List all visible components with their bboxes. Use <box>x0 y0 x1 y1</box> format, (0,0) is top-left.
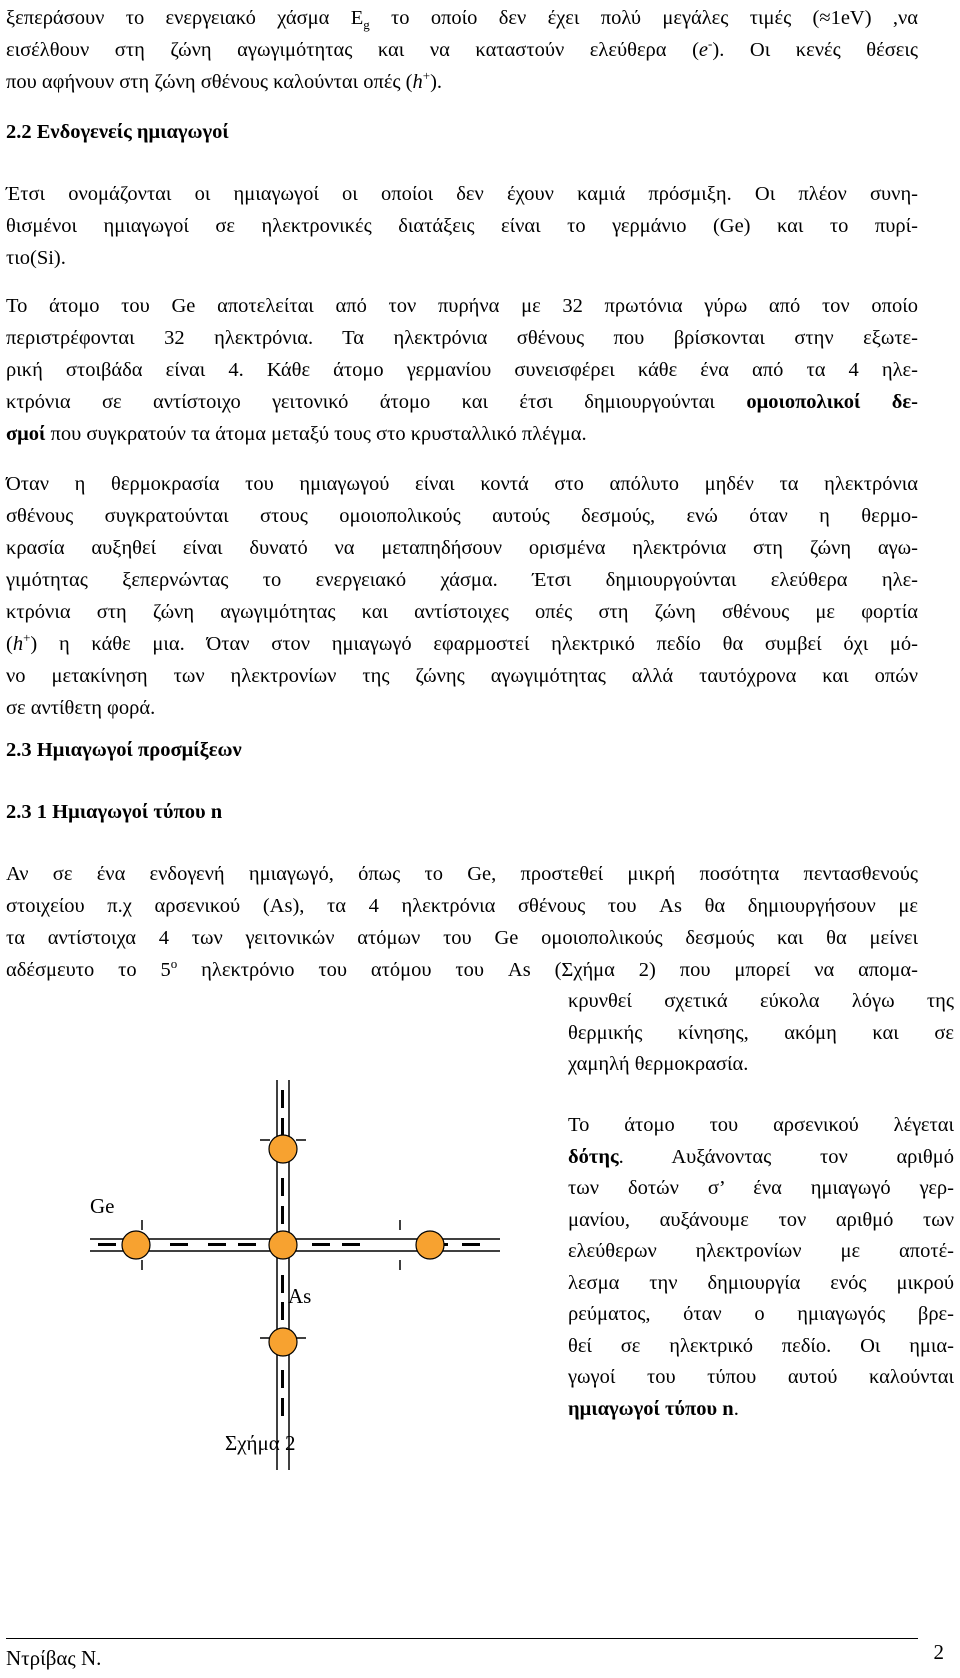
paragraph-intrinsic-3 <box>6 468 918 724</box>
paragraph-line: τα αντίστοιχα 4 των γειτονικών ατόμων του Ge ομοιοπολικούς δεσμούς και θα μείνει <box>6 927 918 949</box>
text: ξεπεράσουν το ενεργειακό χάσμα E <box>6 7 364 29</box>
paragraph-line: γωγοί του τύπου αυτού καλούνται <box>568 1366 954 1388</box>
text: ( <box>6 633 13 655</box>
paragraph-line: κτρόνια στη ζώνη αγωγιμότητας και αντίστοιχες οπές στη ζώνη σθένους με φορτία <box>6 601 918 623</box>
lattice-diagram <box>90 1080 520 1480</box>
text: ). <box>430 71 443 93</box>
superscript: ο <box>170 956 178 972</box>
text: κτρόνια σε αντίστοιχο γειτονικό άτομο και έτσι δημιουργούνται <box>6 391 747 413</box>
bold-term: σμοί <box>6 423 46 445</box>
text: ) η κάθε μια. Όταν στον ημιαγωγό εφαρμοστεί ηλεκτρικό πεδίο θα συμβεί όχι μό- <box>30 633 918 655</box>
hole-symbol: h <box>412 71 423 93</box>
paragraph-line: χαμηλή θερμοκρασία. <box>568 1053 749 1075</box>
ge-atom-top <box>269 1135 297 1163</box>
paragraph-line: σθένους συγκρατούνται στους ομοιοπολικούς αυτούς δεσμούς, ενώ όταν η θερμο- <box>6 505 918 527</box>
paragraph-intrinsic-1 <box>6 178 918 274</box>
paragraph-line: ρεύματος, όταν ο ημιαγωγός βρε- <box>568 1303 954 1325</box>
as-atom-center <box>269 1231 297 1259</box>
paragraph-line: των δοτών σ’ ένα ημιαγωγό γερ- <box>568 1177 954 1199</box>
paragraph-line: κρασία αυξηθεί είναι δυνατό να μεταπηδήσουν ορισμένα ηλεκτρόνια στη ζώνη αγω- <box>6 537 918 559</box>
paragraph-line <box>6 418 918 450</box>
paragraph-line: νο μετακίνηση των ηλεκτρονίων της ζώνης αγωγιμότητας αλλά ταυτόχρονα και οπών <box>6 665 918 687</box>
figure-2-lattice <box>90 1080 520 1486</box>
paragraph-line: στοιχείου π.χ αρσενικού (As), τα 4 ηλεκτρόνια σθένους του As θα δημιουργήσουν με <box>6 895 918 917</box>
intro-line-3 <box>6 66 918 98</box>
text: αδέσμευτο το 5 <box>6 959 171 981</box>
text: το οποίο δεν έχει πολύ μεγάλες τιμές (≈1eV) ,να <box>369 7 918 29</box>
paragraph-line: ρική στοιβάδα είναι 4. Κάθε άτομο γερμανίου συνεισφέρει κάθε ένα από τα 4 ηλε- <box>6 359 918 381</box>
paragraph-line: θεί σε ηλεκτρικό πεδίο. Οι ημια- <box>568 1334 954 1357</box>
paragraph-line <box>6 628 918 660</box>
subscript-g: g <box>363 17 370 33</box>
text: . <box>733 1397 739 1420</box>
paragraph-line: περιστρέφονται 32 ηλεκτρόνια. Τα ηλεκτρόνια σθένους που βρίσκονται στην εξωτε- <box>6 327 918 349</box>
ge-atom-left <box>122 1231 150 1259</box>
paragraph-line: γιμότητας ξεπερνώντας το ενεργειακό χάσμα. Έτσι δημιουργούνται ελεύθερα ηλε- <box>6 569 918 591</box>
intro-paragraph <box>6 2 918 98</box>
paragraph-line: τιο(Si). <box>6 247 66 269</box>
page-number: 2 <box>933 1640 944 1664</box>
right-column-1 <box>568 986 954 1081</box>
paragraph-line <box>568 1394 954 1426</box>
ge-atom-right <box>416 1231 444 1259</box>
paragraph-line: θερμικής κίνησης, ακόμη και σε <box>568 1021 954 1044</box>
paragraph-line: Όταν η θερμοκρασία του ημιαγωγού είναι κοντά στο απόλυτο μηδέν τα ηλεκτρόνια <box>6 473 918 495</box>
electron-symbol: e <box>698 39 709 61</box>
footer-rule <box>6 1638 918 1639</box>
bold-term: ομοιοπολικοί δε- <box>746 391 918 413</box>
text: ηλεκτρόνιο του ατόμου του As (Σχήμα 2) που μπορεί να απομα- <box>177 959 918 981</box>
hole-symbol: h <box>12 633 24 655</box>
paragraph-line: Έτσι ονομάζονται οι ημιαγωγοί οι οποίοι δεν έχουν καμιά πρόσμιξη. Οι πλέον συνη- <box>6 183 918 205</box>
text: ). Οι κενές θέσεις <box>712 39 918 61</box>
label-as: As <box>288 1284 312 1308</box>
text: εισέλθουν στη ζώνη αγωγιμότητας και να καταστούν ελεύθερα ( <box>6 39 699 61</box>
bond-lines <box>90 1080 500 1470</box>
right-column-2 <box>568 1110 954 1425</box>
bold-term: δότης <box>568 1145 619 1168</box>
superscript: + <box>422 68 431 84</box>
footer-author: Ντρίβας Ν. <box>6 1646 102 1670</box>
figure-caption: Σχήμα 2 <box>225 1431 296 1455</box>
paragraph-line: μανίου, αυξάνουμε τον αριθμό των <box>568 1208 954 1231</box>
ge-atom-bottom <box>269 1328 297 1356</box>
text: . Αυξάνοντας τον αριθμό <box>618 1145 954 1168</box>
paragraph-line <box>6 386 918 418</box>
paragraph-line: λεσμα την δημιουργία ενός μικρού <box>568 1271 954 1294</box>
paragraph-line: Το άτομο του Ge αποτελείται από τον πυρήνα με 32 πρωτόνια γύρω από τον οποίο <box>6 295 918 317</box>
paragraph-n-type <box>6 858 918 986</box>
paragraph-line: κρυνθεί σχετικά εύκολα λόγω της <box>568 990 954 1012</box>
paragraph-line: ελεύθερων ηλεκτρονίων με αποτέ- <box>568 1240 954 1262</box>
section-heading-2-2: 2.2 Ενδογενείς ημιαγωγοί <box>6 121 229 143</box>
paragraph-line: θισμένοι ημιαγωγοί σε ηλεκτρονικές διατάξεις είναι το γερμάνιο (Ge) και το πυρί- <box>6 215 918 237</box>
subsection-heading-2-3-1: 2.3 1 Ημιαγωγοί τύπου n <box>6 801 223 823</box>
bold-term: ημιαγωγοί τύπου n <box>568 1397 734 1420</box>
paragraph-line: Το άτομο του αρσενικού λέγεται <box>568 1114 954 1136</box>
paragraph-line: Αν σε ένα ενδογενή ημιαγωγό, όπως το Ge, προστεθεί μικρή ποσότητα πεντασθενούς <box>6 863 918 885</box>
superscript: + <box>23 630 31 646</box>
superscript: - <box>708 36 713 52</box>
intro-line-1 <box>6 2 918 34</box>
paragraph-line: σε αντίθετη φορά. <box>6 697 156 719</box>
paragraph-intrinsic-2 <box>6 290 918 450</box>
text: που συγκρατούν τα άτομα μεταξύ τους στο κρυσταλλικό πλέγμα. <box>45 423 587 445</box>
text: που αφήνουν στη ζώνη σθένους καλούνται οπές ( <box>6 71 413 93</box>
paragraph-line <box>6 954 918 986</box>
paragraph-line <box>568 1142 954 1174</box>
section-heading-2-3: 2.3 Ημιαγωγοί προσμίξεων <box>6 739 242 761</box>
intro-line-2 <box>6 34 918 66</box>
label-ge: Ge <box>90 1194 115 1218</box>
